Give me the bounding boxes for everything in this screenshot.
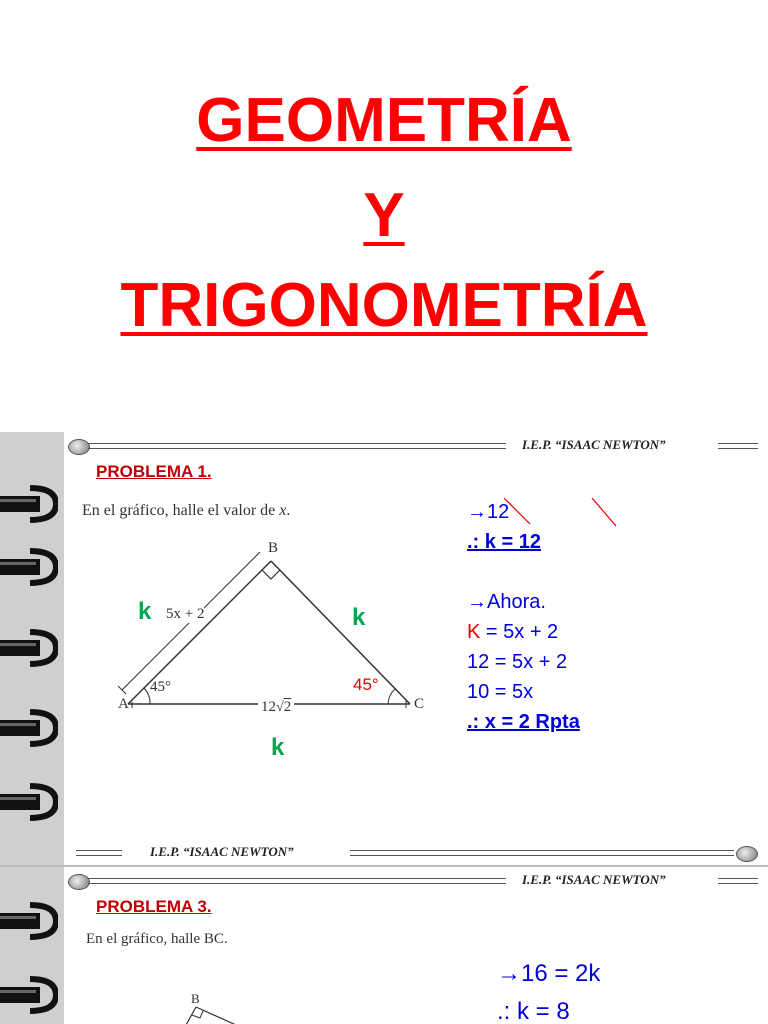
solution-line-3: →Ahora. xyxy=(467,591,546,613)
header-school-name: I.E.P. “ISAAC NEWTON” xyxy=(522,872,666,887)
solution-line-2: .: k = 12 xyxy=(467,531,541,553)
header-knob-icon xyxy=(68,439,90,455)
triangle-figure xyxy=(110,552,430,722)
solution-line-5: 12 = 5x + 2 xyxy=(467,651,568,673)
problem-statement: En el gráfico, halle el valor de x. xyxy=(82,502,291,519)
triangle-figure-partial xyxy=(186,1005,246,1024)
header-rule xyxy=(88,443,506,449)
binder-ring-icon xyxy=(0,975,58,1015)
k-label-ab: k xyxy=(138,598,152,625)
solution-line-4: K = 5x + 2 xyxy=(467,621,559,643)
slide-problem-3 xyxy=(0,867,768,1024)
header-knob-icon xyxy=(68,874,90,890)
solution-line-7: .: x = 2 Rpta xyxy=(467,711,580,733)
footer-rule-left xyxy=(76,850,122,856)
problem-title: PROBLEMA 1. xyxy=(96,462,212,481)
title-line-1: GEOMETRÍA xyxy=(196,86,572,155)
solution-line-6: 10 = 5x xyxy=(467,681,534,703)
binder-ring-icon xyxy=(0,547,58,587)
angle-c-arc xyxy=(388,689,395,704)
binder-strip xyxy=(0,867,64,1024)
strike-marks xyxy=(500,498,620,528)
header-rule-right xyxy=(718,443,758,449)
angle-a-label: 45° xyxy=(150,679,171,695)
vertex-b-label: B xyxy=(191,991,200,1006)
header-school-name: I.E.P. “ISAAC NEWTON” xyxy=(522,437,666,452)
footer-rule xyxy=(350,850,734,856)
right-angle-mark xyxy=(262,570,280,579)
footer-knob-icon xyxy=(736,846,758,862)
binder-ring-icon xyxy=(0,708,58,748)
problem-statement: En el gráfico, halle BC. xyxy=(86,931,228,947)
side-ab-label: 5x + 2 xyxy=(166,606,205,622)
vertex-c-label: C xyxy=(414,696,425,712)
binder-ring-icon xyxy=(0,901,58,941)
solution-line-2: .: k = 8 xyxy=(497,998,570,1024)
slide-problem-1 xyxy=(0,432,768,865)
solution-line-1: →12 xyxy=(467,501,510,523)
footer-school-name: I.E.P. “ISAAC NEWTON” xyxy=(150,844,294,859)
solution-line-1: →16 = 2k xyxy=(497,960,601,987)
vertex-b-label: B xyxy=(268,540,279,556)
binder-strip xyxy=(0,432,64,865)
title-line-3: TRIGONOMETRÍA xyxy=(120,271,648,340)
side-ac-label: 12√2 xyxy=(258,699,294,716)
side-bc xyxy=(271,561,410,704)
vertex-a-label: A xyxy=(118,696,129,712)
solution-block xyxy=(497,955,600,1024)
binder-ring-icon xyxy=(0,484,58,524)
header-rule-right xyxy=(718,878,758,884)
problem-title: PROBLEMA 3. xyxy=(96,897,212,916)
k-label-bc: k xyxy=(352,604,366,631)
k-label-ac: k xyxy=(271,734,285,761)
solution-block xyxy=(467,497,580,737)
binder-ring-icon xyxy=(0,782,58,822)
header-rule xyxy=(88,878,506,884)
angle-c-label: 45° xyxy=(353,675,379,694)
binder-ring-icon xyxy=(0,628,58,668)
title-line-2: Y xyxy=(363,181,405,250)
